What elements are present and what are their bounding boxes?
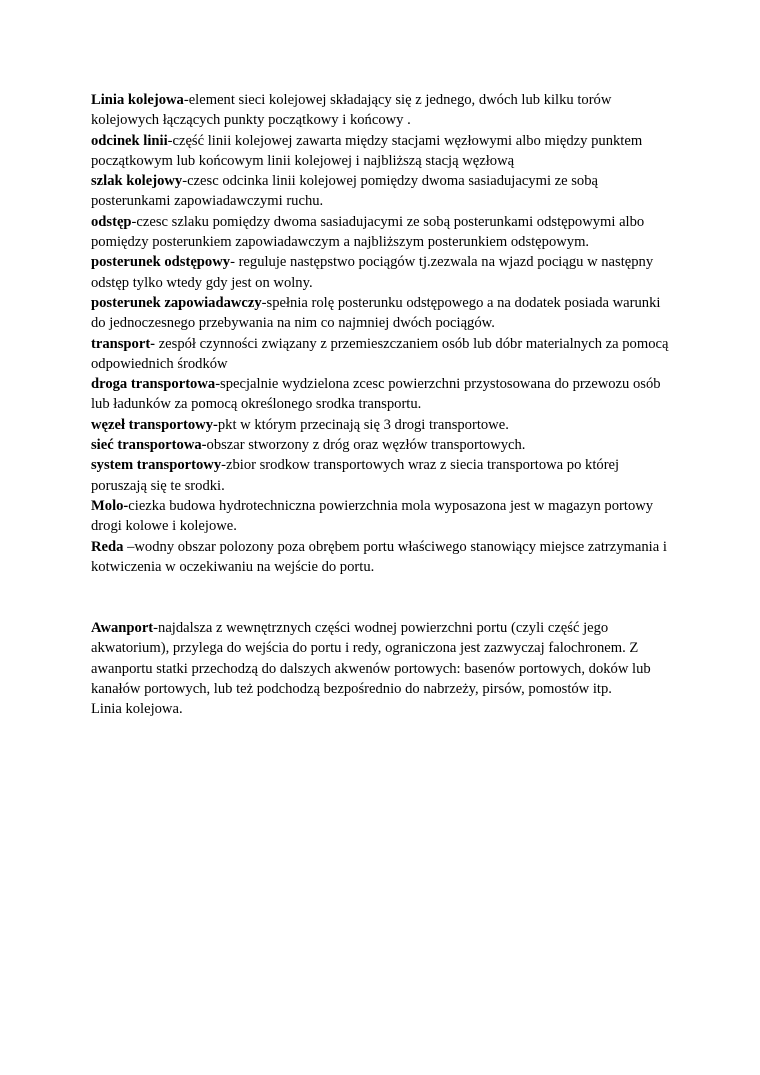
entry-wezel-transportowy: [91, 415, 671, 435]
definition: -czesc szlaku pomiędzy dwoma sasiadujacymi ze sobą posterunkami odstępowymi albo pomiędzy posterunkiem zapowiadawczym a najbliższym posterunkiem odstępowym.: [91, 213, 645, 251]
definition: -najdalsza z wewnętrznych części wodnej powierzchni portu (czyli część jego akwatorium), przylega do wejścia do portu i redy, ograniczona jest zazwyczaj falochronem. Z awanportu statki przechodzą do dalszych akwenów portowych: basenów portowych, doków lub kanałów portowych, lub też podchodzą bezpośrednio do nabrzeży, pirsów, pomostów itp.: [91, 620, 651, 698]
entry-molo: [91, 496, 671, 537]
term: transport-: [91, 335, 156, 352]
trailing-line: Linia kolejowa.: [91, 701, 183, 718]
term: Linia kolejowa: [91, 92, 184, 108]
definition: -część linii kolejowej zawarta między stacjami węzłowymi albo między punktem początkowym lub końcowym linii kolejowej i najbliższą stacją węzłową: [91, 132, 643, 169]
definition: ciezka budowa hydrotechniczna powierzchnia mola wyposazona jest w magazyn portowy drogi kolowe i kolejowe.: [91, 497, 654, 535]
term: sieć transportowa-: [91, 437, 207, 454]
term: posterunek zapowiadawczy: [91, 294, 262, 311]
definition: -spełnia rolę posterunku odstępowego a na dodatek posiada warunki do jednoczesnego przebywania na nim co najmniej dwóch pociągów.: [91, 294, 661, 332]
document-body: [91, 90, 671, 720]
entry-posterunek-zapowiadawczy: [91, 293, 671, 334]
entry-droga-transportowa: [91, 374, 671, 415]
term: droga transportowa: [91, 376, 216, 393]
term: Reda: [91, 538, 124, 555]
definition: -specjalnie wydzielona zcesc powierzchni przystosowana do przewozu osób lub ładunków za pomocą określonego srodka transportu.: [91, 376, 661, 413]
entry-reda: [91, 537, 671, 578]
definition: -zbior srodkow transportowych wraz z siecia transportowa po której poruszają się te srodki.: [91, 457, 620, 494]
entry-odcinek-linii: [91, 131, 671, 172]
entry-posterunek-odstepowy: [91, 252, 671, 293]
term: węzeł transportowy-: [91, 416, 218, 433]
definition: zespół czynności związany z przemieszczaniem osób lub dóbr materialnych za pomocą odpowiednich środków: [91, 335, 669, 372]
entry-transport: [91, 334, 671, 375]
term: Molo-: [91, 497, 129, 514]
term: szlak kolejowy: [91, 173, 183, 190]
entry-system-transportowy: [91, 455, 671, 496]
definition: - reguluje następstwo pociągów tj.zezwala na wjazd pociągu w następny odstęp tylko wtedy gdy jest on wolny.: [91, 254, 654, 291]
term: system transportowy: [91, 457, 222, 474]
paragraph-awanport: [91, 618, 671, 699]
definition: –wodny obszar polozony poza obrębem portu właściwego stanowiący miejsce zatrzymania i kotwiczenia w oczekiwaniu na wejście do portu.: [91, 538, 667, 575]
term: odcinek linii: [91, 132, 168, 149]
entry-linia-kolejowa: [91, 90, 671, 131]
term: posterunek odstępowy: [91, 254, 231, 271]
definition: -element sieci kolejowej składający się z jednego, dwóch lub kilku torów kolejowych łączących punkty początkowy i końcowy .: [91, 92, 612, 129]
entry-siec-transportowa: [91, 435, 671, 455]
paragraph-gap: [91, 577, 671, 618]
entry-odstep: [91, 212, 671, 253]
entry-szlak-kolejowy: [91, 171, 671, 212]
definition: -czesc odcinka linii kolejowej pomiędzy dwoma sasiadujacymi ze sobą posterunkami zapowiadawczymi ruchu.: [91, 173, 599, 210]
definition: pkt w którym przecinają się 3 drogi transportowe.: [217, 416, 509, 433]
term: Awanport: [91, 620, 154, 637]
definition: obszar stworzony z dróg oraz węzłów transportowych.: [206, 437, 526, 454]
term: odstęp: [91, 213, 132, 230]
